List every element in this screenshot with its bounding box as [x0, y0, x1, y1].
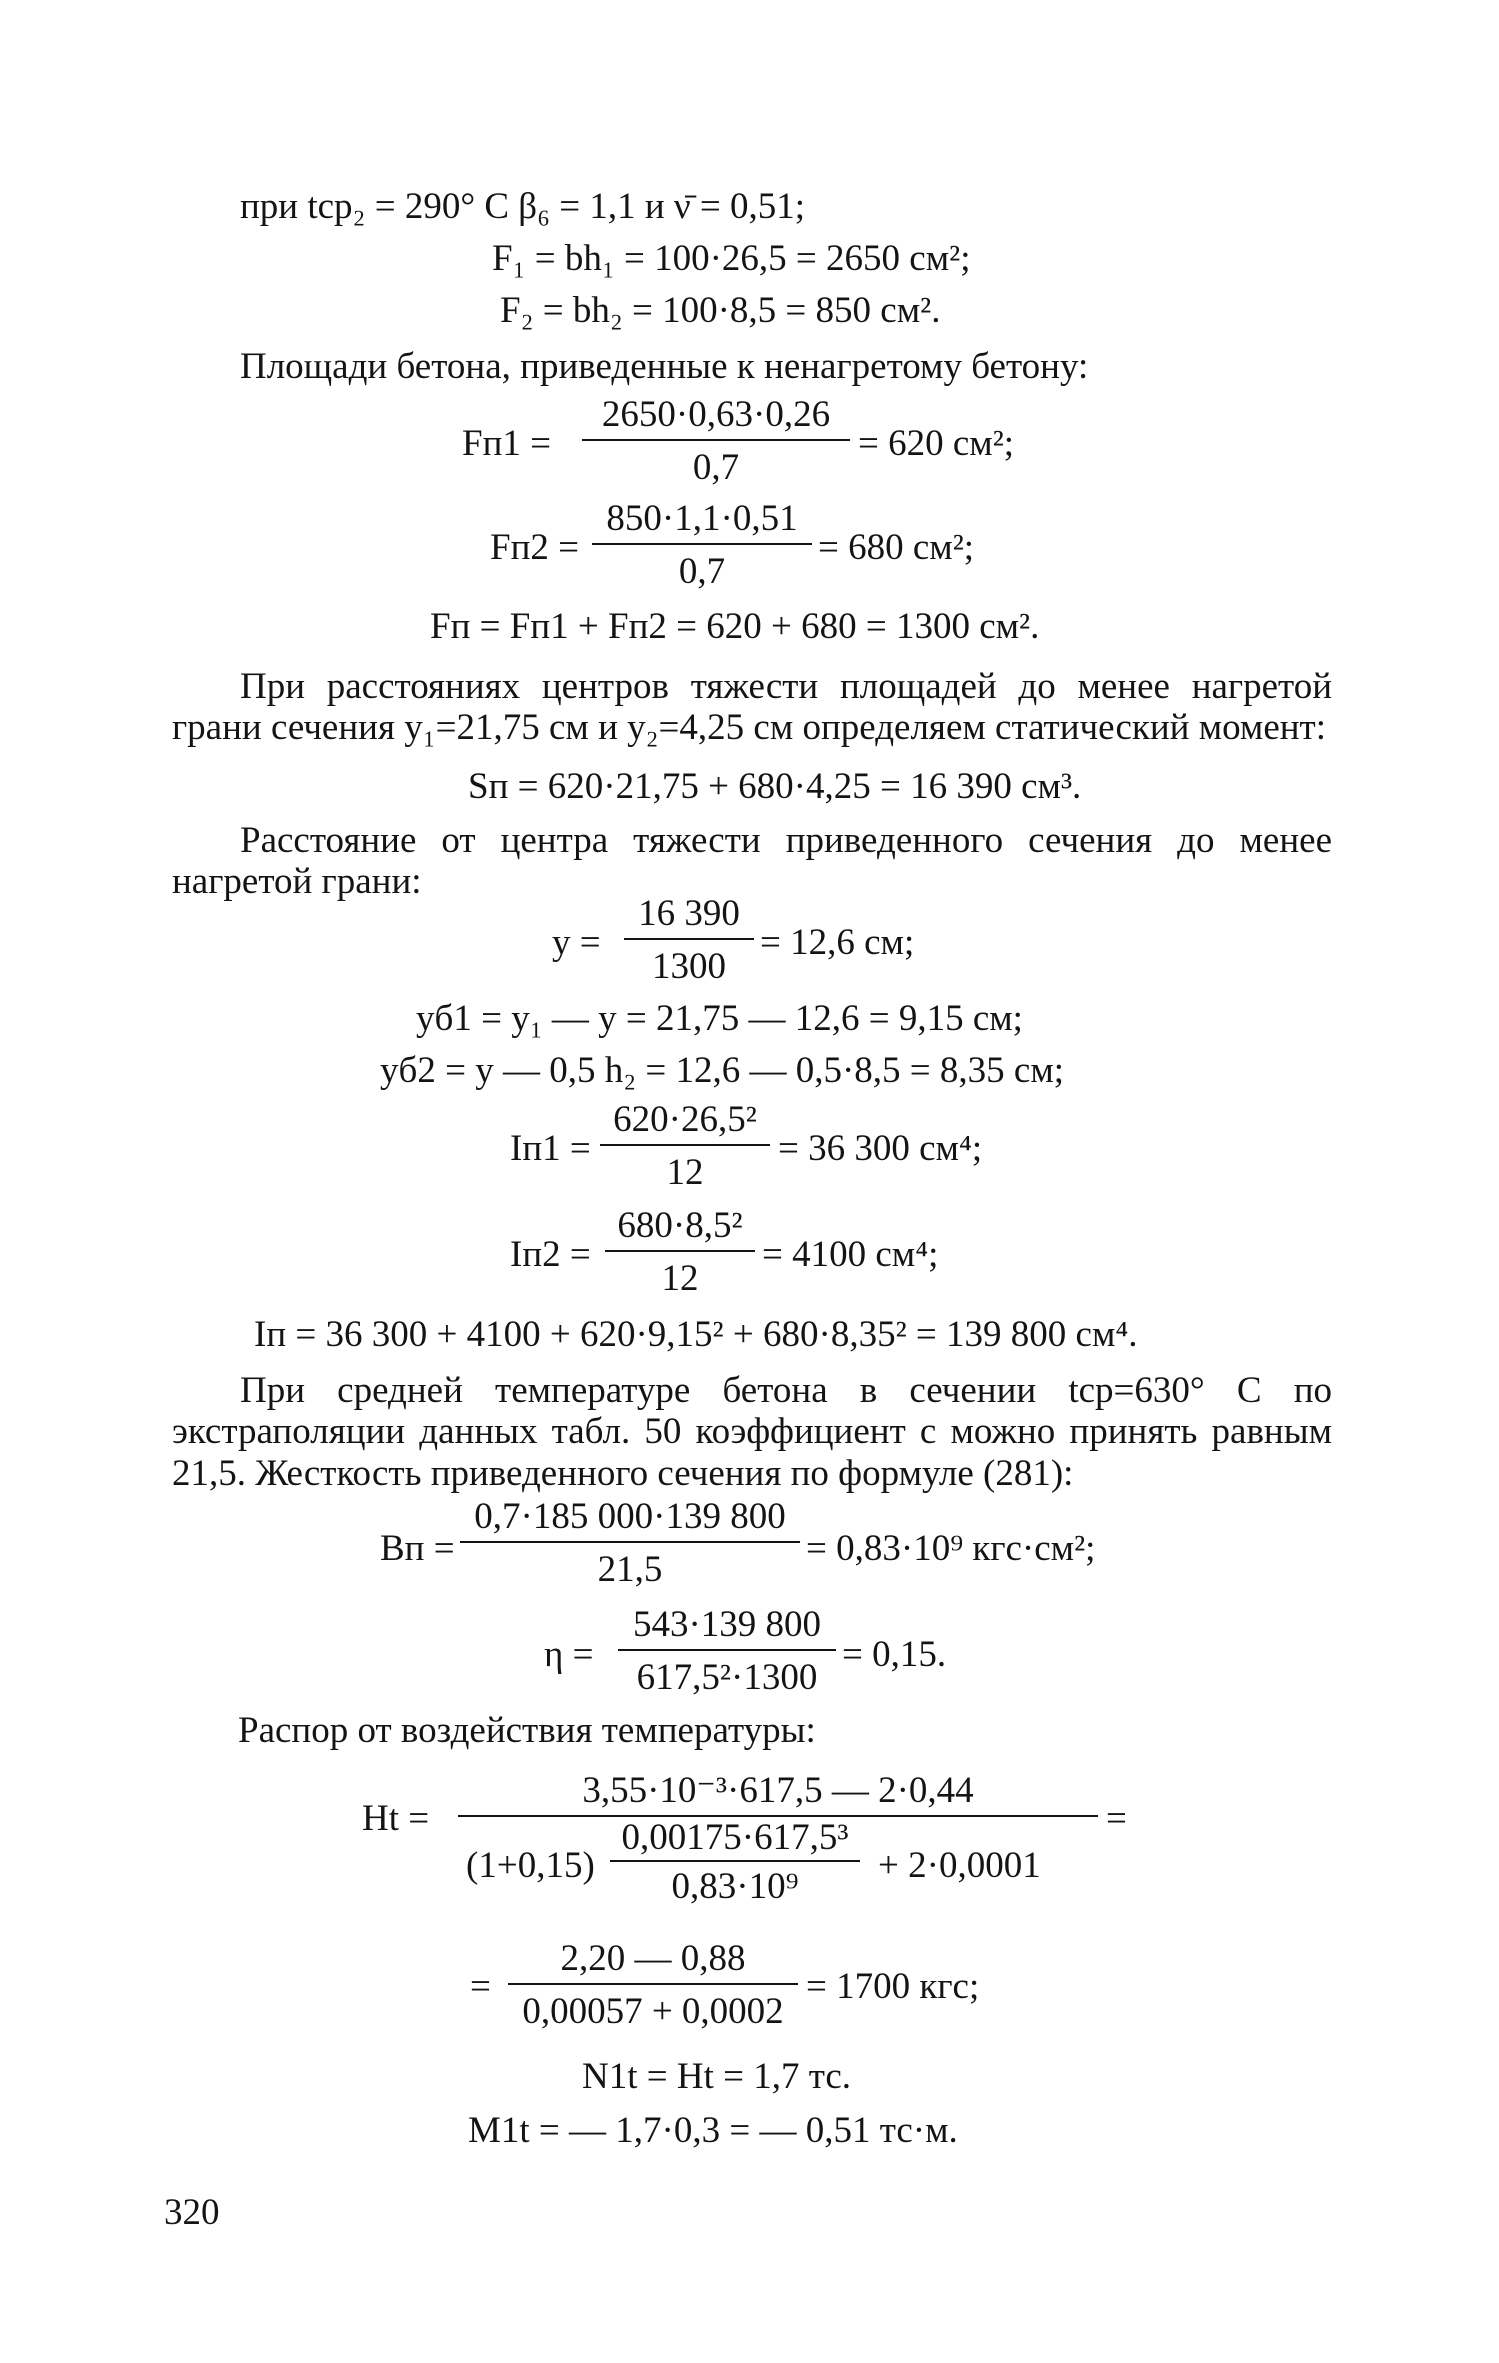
formula-m1t: M1t = — 1,7·0,3 = — 0,51 тс·м.	[468, 2110, 958, 2151]
formula-ht2-fraction	[508, 1940, 798, 2030]
formula-f1: F₁ = bh₁ = 100·26,5 = 2650 см²;	[492, 238, 971, 279]
formula-bp-rhs: = 0,83·10⁹ кгс·см²;	[806, 1528, 1096, 1569]
fraction-bar	[600, 1144, 770, 1146]
formula-yb2: yб2 = y — 0,5 h₂ = 12,6 — 0,5·8,5 = 8,35 см;	[380, 1050, 1065, 1091]
formula-n1t: N1t = Ht = 1,7 тс.	[582, 2056, 852, 2097]
formula-y-lhs: y =	[552, 922, 601, 963]
fraction-denominator: 12	[666, 1152, 704, 1193]
formula-eta-lhs: η =	[544, 1634, 594, 1675]
page-number: 320	[164, 2192, 220, 2233]
fraction-bar	[605, 1250, 755, 1252]
inner-denominator: 0,83·10⁹	[671, 1866, 799, 1907]
formula-fp1-rhs: = 620 см²;	[858, 423, 1015, 464]
fraction-denominator: 0,7	[692, 447, 740, 488]
formula-ip2-rhs: = 4100 см⁴;	[762, 1234, 939, 1275]
condition-line: при tср₂ = 290° С β₆ = 1,1 и ν̄ = 0,51;	[240, 186, 806, 227]
formula-ip1-lhs: Iп1 =	[510, 1128, 591, 1169]
formula-fp2-lhs: Fп2 =	[490, 527, 579, 568]
formula-ip-sum: Iп = 36 300 + 4100 + 620·9,15² + 680·8,35² = 139 800 см⁴.	[254, 1314, 1138, 1355]
formula-ip1-rhs: = 36 300 см⁴;	[778, 1128, 983, 1169]
fraction-denominator-compound	[458, 1817, 1098, 1915]
formula-yb1: yб1 = y₁ — y = 21,75 — 12,6 = 9,15 см;	[416, 998, 1023, 1039]
formula-eta-fraction	[618, 1606, 836, 1696]
fraction-bar	[460, 1541, 800, 1543]
formula-fp2-rhs: = 680 см²;	[818, 527, 975, 568]
formula-y-rhs: = 12,6 см;	[760, 922, 915, 963]
formula-ip2-lhs: Iп2 =	[510, 1234, 591, 1275]
fraction-numerator: 2650·0,63·0,26	[601, 394, 831, 435]
formula-bp-lhs: Bп =	[380, 1528, 455, 1569]
formula-sp: Sп = 620·21,75 + 680·4,25 = 16 390 см³.	[468, 766, 1082, 807]
fraction-numerator: 16 390	[638, 893, 740, 934]
formula-fp-sum: Fп = Fп1 + Fп2 = 620 + 680 = 1300 см².	[430, 606, 1040, 647]
fraction-denominator: 0,00057 + 0,0002	[522, 1991, 784, 2032]
fraction-numerator: 680·8,5²	[617, 1205, 743, 1246]
formula-ht-fraction	[458, 1772, 1098, 1915]
denominator-inner-fraction	[610, 1819, 860, 1905]
formula-ht-lhs: Ht =	[362, 1798, 430, 1839]
paragraph-text: Расстояние от центра тяжести приведенного сечения до менее нагретой грани:	[172, 820, 1332, 903]
fraction-denominator: 0,7	[678, 551, 726, 592]
fraction-numerator: 850·1,1·0,51	[606, 498, 798, 539]
fraction-numerator: 2,20 — 0,88	[560, 1938, 746, 1979]
fraction-denominator: 12	[661, 1258, 699, 1299]
formula-eta-rhs: = 0,15.	[842, 1634, 947, 1675]
formula-ht2-lhs: =	[470, 1966, 491, 2007]
inner-fraction-bar	[610, 1860, 860, 1862]
fraction-denominator: 617,5²·1300	[636, 1657, 818, 1698]
paragraph-thrust-heading: Распор от воздействия температуры:	[238, 1710, 816, 1751]
formula-fp2-fraction	[592, 500, 812, 590]
formula-bp-fraction	[460, 1498, 800, 1588]
fraction-bar	[592, 543, 812, 545]
paragraph-distance	[172, 820, 1332, 903]
paragraph-heading: Площади бетона, приведенные к ненагретому бетону:	[240, 346, 1089, 387]
fraction-numerator: 620·26,5²	[613, 1099, 757, 1140]
fraction-numerator: 543·139 800	[632, 1604, 822, 1645]
fraction-numerator: 0,7·185 000·139 800	[474, 1496, 786, 1537]
paragraph-text: При средней температуре бетона в сечении tср=630° С по экстраполяции данных табл. 50 коэффициент c можно принять равным 21,5. Жесткость приведенного сечения по формуле (281):	[172, 1370, 1332, 1494]
formula-fp1-fraction	[582, 396, 850, 486]
denominator-factor: (1+0,15)	[466, 1845, 595, 1886]
paragraph-stiffness	[172, 1370, 1332, 1494]
inner-numerator: 0,00175·617,5³	[621, 1817, 849, 1858]
paragraph-text: При расстояниях центров тяжести площадей до менее нагретой грани сечения y₁=21,75 см и y₂=4,25 см определяем статический момент:	[172, 666, 1332, 749]
fraction-numerator: 3,55·10⁻³·617,5 — 2·0,44	[582, 1770, 974, 1811]
fraction-bar	[624, 938, 754, 940]
fraction-denominator: 1300	[652, 946, 726, 987]
fraction-denominator: 21,5	[597, 1549, 663, 1590]
denominator-addend: + 2·0,0001	[878, 1845, 1041, 1886]
formula-y-fraction	[624, 895, 754, 985]
formula-fp1-lhs: Fп1 =	[462, 423, 551, 464]
formula-f2: F₂ = bh₂ = 100·8,5 = 850 см².	[500, 290, 941, 331]
fraction-bar	[582, 439, 850, 441]
fraction-bar	[618, 1649, 836, 1651]
fraction-bar	[508, 1983, 798, 1985]
formula-ht-rhs: =	[1106, 1798, 1127, 1839]
formula-ht2-rhs: = 1700 кгс;	[806, 1966, 980, 2007]
formula-ip2-fraction	[605, 1207, 755, 1297]
paragraph-static-moment	[172, 666, 1332, 749]
formula-ip1-fraction	[600, 1101, 770, 1191]
